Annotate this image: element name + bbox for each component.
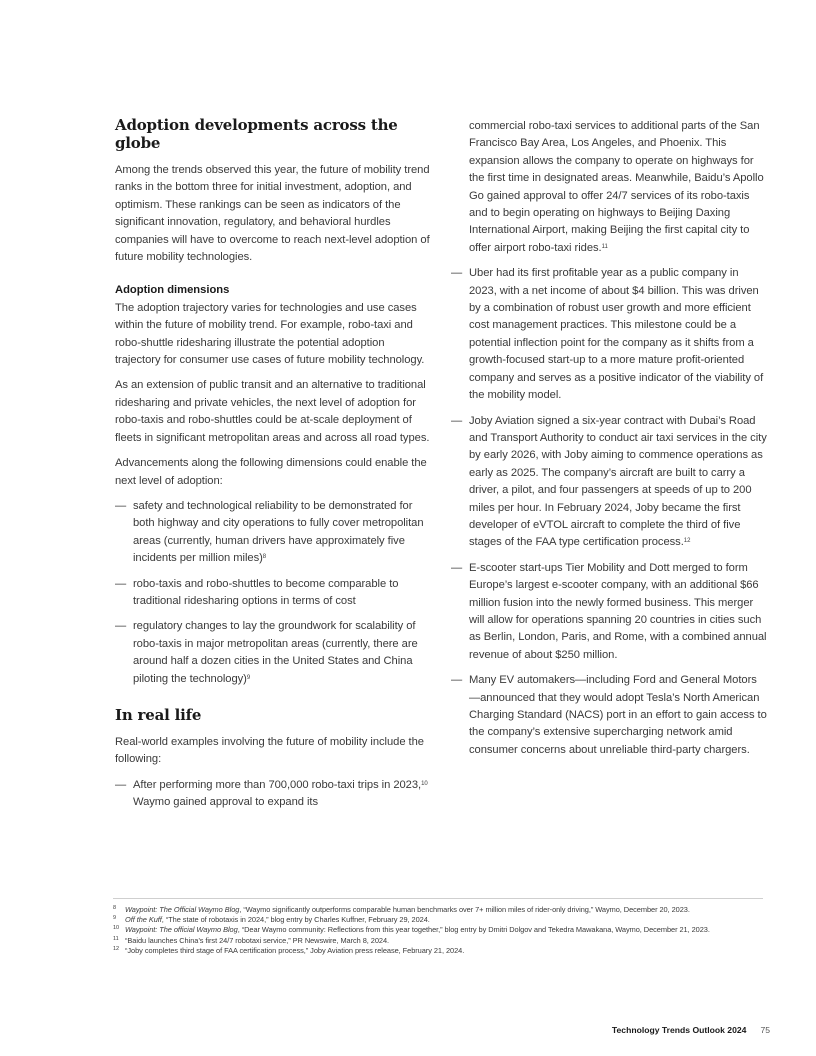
intro-paragraph: Among the trends observed this year, the future of mobility trend ranks in the bottom three for initial investment, adoption, and optimism. These rankings can be seen as indicators of the significant innovation, regulatory, and behavioral hurdles companies will have to overcome to reach next-level adoption of future mobility technologies.: [115, 164, 430, 264]
footnote: 8 Waypoint: The Official Waymo Blog, “Waymo significantly outperforms comparable human benchmarks over 7+ million miles of rider-only driving,” Waymo, December 20, 2023.: [113, 905, 690, 914]
dash-bullet: —: [115, 620, 127, 633]
footnote-ref[interactable]: 8: [262, 554, 267, 561]
list-item: — Uber had its first profitable year as a public company in 2023, with a net income of about $4 billion. This was driven by a combination of robust user growth and more efficient cost management practices. This milestone could be a potential inflection point for the company as it shifts from a growth-focused start-up to a more mature profit-oriented company and serves as a positive indicator of the viability of the mobility model.: [451, 267, 764, 402]
page-footer: [560, 1025, 770, 1035]
footnote: 11 “Baidu launches China’s first 24/7 robotaxi service,” PR Newswire, March 8, 2024.: [113, 935, 390, 945]
list-item: — regulatory changes to lay the groundwork for scalability of robo-taxis in major metropolitan areas (currently, there are around half a dozen cities in the United States and China piloting the technology)$^9$: [115, 620, 418, 685]
left-column: [115, 116, 431, 820]
list-item: — Many EV automakers—including Ford and General Motors—announced that they would adopt Tesla’s North American Charging Standard (NACS) port in an effort to gain access to the company’s extensive supercharging network amid consumer concerns about unreliable third-party chargers.: [451, 674, 767, 756]
footnote: 9 Off the Kuff, “The state of robotaxis in 2024,” blog entry by Charles Kuffner, February 29, 2024.: [113, 915, 430, 925]
list-item-continuation: commercial robo-taxi services to additional parts of the San Francisco Bay Area, Los Angeles, and Phoenix. This expansion allows the company to operate on highways for the first time in designated areas. Meanwhile, Baidu’s Apollo Go gained approval to offer 24/7 services of its robo-taxis and to begin operating on highways to Beijing Daxing International Airport, making Beijing the first capital city to offer airport robo-taxi rides.$^{11}$: [469, 120, 764, 254]
paragraph: The adoption trajectory varies for technologies and use cases within the future of mobility trend. For example, robo-taxi and robo-shuttle ridesharing illustrate the potential adoption trajectory for consumer use cases of future mobility technology.: [115, 301, 425, 367]
footnote-ref[interactable]: 10: [421, 780, 428, 787]
dash-bullet: —: [451, 674, 463, 687]
dash-bullet: —: [115, 577, 127, 590]
list-item: — safety and technological reliability to be demonstrated for both highway and city operations to fully cover metropolitan areas (currently, human drivers have approximately five incidents per million miles)$^8$: [115, 499, 424, 565]
examples-list: [115, 777, 431, 812]
footnotes: [113, 898, 763, 956]
section-heading: Adoption developments across the globe: [115, 116, 398, 152]
footnote-ref[interactable]: 12: [683, 538, 691, 545]
footnote: 12 “Joby completes third stage of FAA certification process,” Joby Aviation press release, February 21, 2024.: [113, 945, 465, 955]
paragraph: As an extension of public transit and an alternative to traditional ridesharing and private vehicles, the next level of adoption for robo-taxis and robo-shuttles could be at-scale deployment of fleets in significant metropolitan areas and across all road types.: [115, 379, 430, 444]
dash-bullet: —: [451, 267, 463, 280]
list-item: — After performing more than 700,000 robo-taxi trips in 2023,10 Waymo gained approval to expand its: [115, 778, 428, 809]
list-item: — robo-taxis and robo-shuttles to become comparable to traditional ridesharing options in terms of cost: [115, 577, 399, 607]
dimensions-list: [115, 498, 431, 688]
dash-bullet: —: [115, 778, 127, 791]
subheading-adoption-dimensions: Adoption dimensions: [115, 284, 230, 297]
page-number: 75: [760, 1025, 770, 1035]
list-item: — E-scooter start-ups Tier Mobility and Dott merged to form Europe’s largest e-scooter company, with an additional $66 million fusion into the newly formed business. This merger will allow for operations spanning 20 countries in cities such as Berlin, London, Paris, and Rome, with a combined annual revenue of about $250 million.: [451, 561, 767, 661]
footnote: 10 Waypoint: The official Waymo Blog, “Dear Waymo community: Reflections from this year together,” blog entry by Dmitri Dolgov and Tekedra Mawakana, Waymo, December 21, 2023.: [113, 925, 710, 935]
footnote-ref[interactable]: 9: [246, 674, 251, 681]
publication-title: Technology Trends Outlook 2024: [611, 1025, 747, 1035]
examples-list-continued: [451, 265, 767, 759]
paragraph: Real-world examples involving the future of mobility include the following:: [115, 735, 424, 766]
dash-bullet: —: [451, 414, 463, 427]
list-item: — Joby Aviation signed a six-year contract with Dubai’s Road and Transport Authority to conduct air taxi services in the city by early 2026, with Joby aiming to commence operations as early as 2025. The company’s aircraft are built to carry a driver, a pilot, and four passengers at speeds of up to 200 miles per hour. In February 2024, Joby became the first developer of eVTOL aircraft to complete the third of five stages of the FAA type certification process.$^{12}$: [451, 414, 767, 549]
dash-bullet: —: [451, 561, 463, 574]
section-heading-in-real-life: In real life: [115, 705, 202, 724]
footnote-ref[interactable]: 11: [601, 243, 608, 250]
right-column: [451, 118, 767, 767]
dash-bullet: —: [115, 499, 127, 512]
paragraph: Advancements along the following dimensions could enable the next level of adoption:: [115, 457, 427, 487]
